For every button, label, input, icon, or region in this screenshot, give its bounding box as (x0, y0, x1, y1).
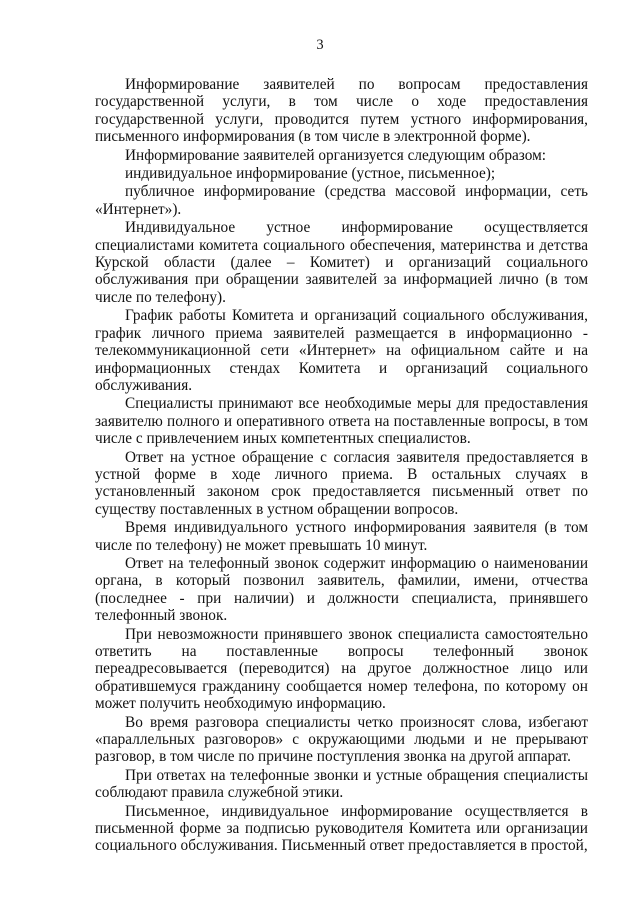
paragraph: индивидуальное информирование (устное, письменное); (125, 165, 496, 183)
paragraph: Информирование заявителей организуется следующим образом: (125, 146, 547, 164)
paragraph: Во время разговора специалисты четко произносят слова, избегают «параллельных разговоров» с окружающими людьми и не прерывают разговор, в том числе по причине поступления звонка на другой аппарат. (95, 713, 588, 766)
paragraph: Ответ на телефонный звонок содержит информацию о наименовании органа, в который позвонил заявитель, фамилии, имени, отчества (последнее - при наличии) и должности специалиста, принявшего телефонный звонок. (95, 554, 588, 625)
paragraph: Индивидуальное устное информирование осуществляется специалистами комитета социального обеспечения, материнства и детства Курской области (далее – Комитет) и организаций социального обслуживания при обращении заявителей за информацией лично (в том числе по телефону). (95, 219, 588, 306)
paragraph: Письменное, индивидуальное информирование осуществляется в письменной форме за подписью руководителя Комитета или организации социального обслуживания. Письменный ответ предоставляется в простой, (95, 802, 588, 855)
paragraph: Время индивидуального устного информирования заявителя (в том числе по телефону) не может превышать 10 минут. (95, 519, 588, 554)
paragraph: При невозможности принявшего звонок специалиста самостоятельно ответить на поставленные вопросы телефонный звонок переадресовывается (переводится) на другое должностное лицо или обратившемуся гражданину сообщается номер телефона, по которому он может получить необходимую информацию. (95, 625, 588, 713)
paragraph: Специалисты принимают все необходимые меры для предоставления заявителю полного и оперативного ответа на поставленные вопросы, в том числе с привлечением иных компетентных специалистов. (95, 395, 588, 448)
page-number: 3 (316, 37, 324, 53)
paragraph: При ответах на телефонные звонки и устные обращения специалисты соблюдают правила служебной этики. (95, 766, 588, 802)
paragraph: публичное информирование (средства массовой информации, сеть «Интернет»). (95, 183, 588, 218)
paragraph: График работы Комитета и организаций социального обслуживания, график личного приема заявителей размещается в информационно - телекоммуникационной сети «Интернет» на официальном сайте и на информационных стендах Комитета и организаций социального обслуживания. (95, 307, 588, 394)
paragraph: Ответ на устное обращение с согласия заявителя предоставляется в устной форме в ходе личного приема. В остальных случаях в установленный законом срок предоставляется письменный ответ по существу поставленных в устном обращении вопросов. (95, 448, 588, 518)
paragraph: Информирование заявителей по вопросам предоставления государственной услуги, в том числе о ходе предоставления государственной услуги, проводится путем устного информирования, письменного информирования (в том числе в электронной форме). (95, 76, 588, 146)
body-text (95, 76, 588, 855)
